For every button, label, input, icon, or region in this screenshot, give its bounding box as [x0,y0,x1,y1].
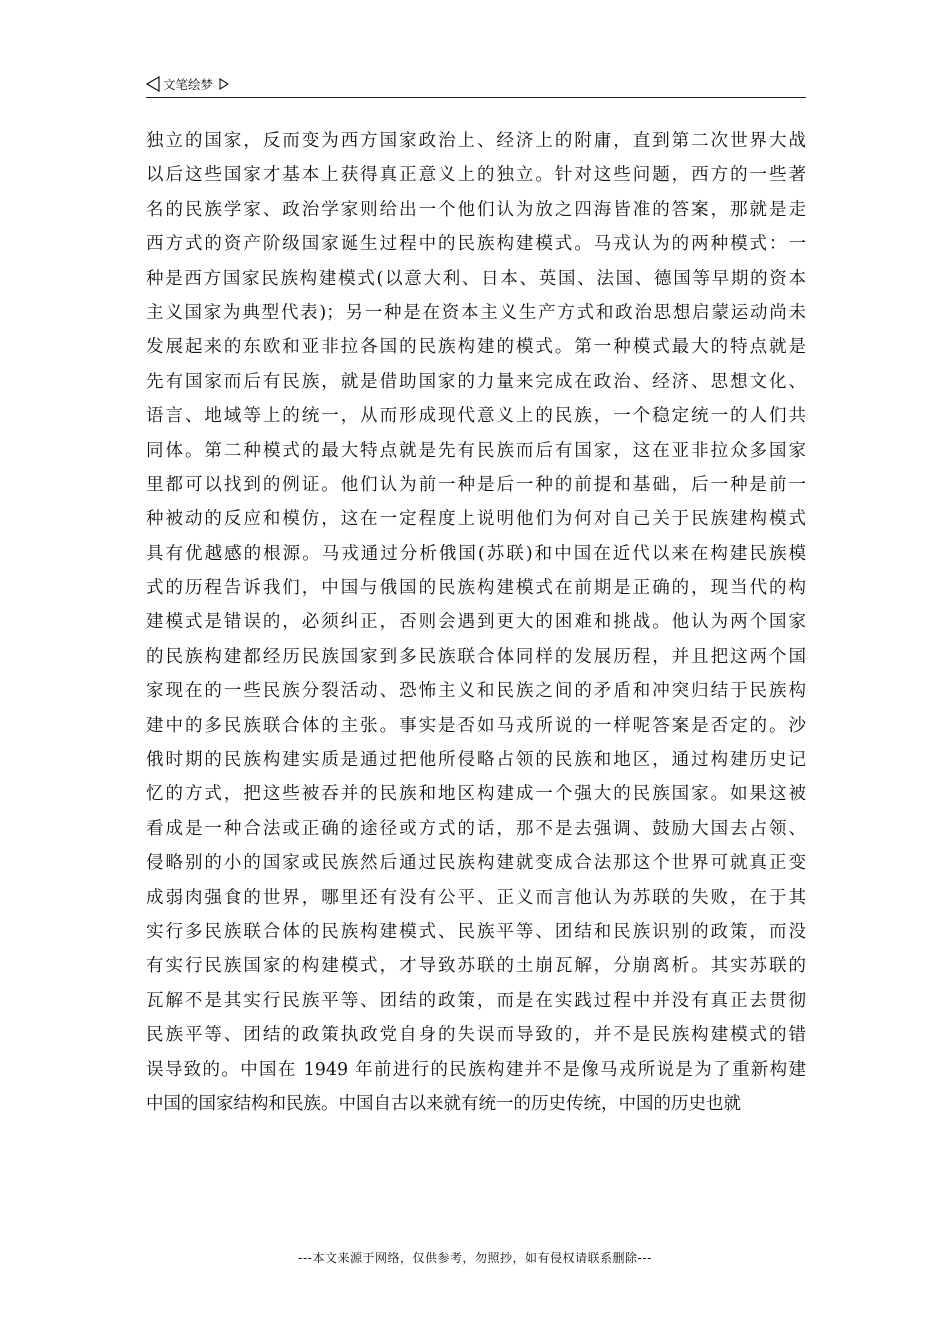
body-line: 民族平等、团结的政策执政党自身的失误而导致的，并不是民族构建模式的错 [146,1025,806,1046]
body-line: 发展起来的东欧和亚非拉各国的民族构建的模式。第一种模式最大的特点就是 [146,337,806,358]
body-line: 里都可以找到的例证。他们认为前一种是后一种的前提和基础，后一种是前一 [146,474,806,495]
body-line: 具有优越感的根源。马戎通过分析俄国(苏联)和中国在近代以来在构建民族模 [146,543,806,564]
body-line: 侵略别的小的国家或民族然后通过民族构建就变成合法那这个世界可就真正变 [146,853,806,874]
body-line: 中国的国家结构和民族。中国自古以来就有统一的历史传统，中国的历史也就 [146,1093,741,1114]
header-row [146,74,806,94]
body-line: 瓦解不是其实行民族平等、团结的政策，而是在实践过程中并没有真正去贯彻 [146,990,806,1011]
triangle-left-icon [146,76,160,92]
header-title: 文笔绘梦 [163,77,214,92]
body-line: 的民族构建都经历民族国家到多民族联合体同样的发展历程，并且把这两个国 [146,646,806,667]
body-line: 建中的多民族联合体的主张。事实是否如马戎所说的一样呢答案是否定的。沙 [146,715,806,736]
body-line: 语言、地域等上的统一，从而形成现代意义上的民族，一个稳定统一的人们共 [146,406,806,427]
body-line: 有实行民族国家的构建模式，才导致苏联的土崩瓦解，分崩离析。其实苏联的 [146,956,806,977]
triangle-right-icon [219,78,229,90]
body-line: 成弱肉强食的世界，哪里还有没有公平、正义而言他认为苏联的失败，在于其 [146,887,806,908]
body-line: 家现在的一些民族分裂活动、恐怖主义和民族之间的矛盾和冲突归结于民族构 [146,681,806,702]
body-line: 种是西方国家民族构建模式(以意大利、日本、英国、法国、德国等早期的资本 [146,268,806,289]
page-footer: ---本文来源于网络，仅供参考，勿照抄，如有侵权请联系删除--- [298,1251,652,1265]
body-line: 种被动的反应和模仿，这在一定程度上说明他们为何对自己关于民族建构模式 [146,509,806,530]
body-line: 以后这些国家才基本上获得真正意义上的独立。针对这些问题，西方的一些著 [146,165,806,186]
body-line: 建模式是错误的，必须纠正，否则会遇到更大的困难和挑战。他认为两个国家 [146,612,806,633]
page-header [146,74,806,98]
body-line: 名的民族学家、政治学家则给出一个他们认为放之四海皆准的答案，那就是走 [146,199,806,220]
body-line: 同体。第二种模式的最大特点就是先有民族而后有国家，这在亚非拉众多国家 [146,440,806,461]
body-line: 独立的国家，反而变为西方国家政治上、经济上的附庸，直到第二次世界大战 [146,131,806,151]
body-line: 俄时期的民族构建实质是通过把他所侵略占领的民族和地区，通过构建历史记 [146,750,806,771]
body-line: 先有国家而后有民族，就是借助国家的力量来完成在政治、经济、思想文化、 [146,371,806,392]
body-line: 误导致的。中国在 1949 年前进行的民族构建并不是像马戎所说是为了重新构建 [146,1059,806,1080]
body-line: 实行多民族联合体的民族构建模式、民族平等、团结和民族识别的政策，而没 [146,921,806,942]
body-line: 西方式的资产阶级国家诞生过程中的民族构建模式。马戎认为的两种模式：一 [146,234,806,255]
body-line: 式的历程告诉我们，中国与俄国的民族构建模式在前期是正确的，现当代的构 [146,578,806,599]
body-line: 主义国家为典型代表)；另一种是在资本主义生产方式和政治思想启蒙运动尚未 [146,302,806,323]
body-line: 看成是一种合法或正确的途径或方式的话，那不是去强调、鼓励大国去占领、 [146,818,806,839]
header-divider [146,97,806,98]
body-line: 忆的方式，把这些被吞并的民族和地区构建成一个强大的民族国家。如果这被 [146,784,806,805]
body-text [146,124,806,1121]
